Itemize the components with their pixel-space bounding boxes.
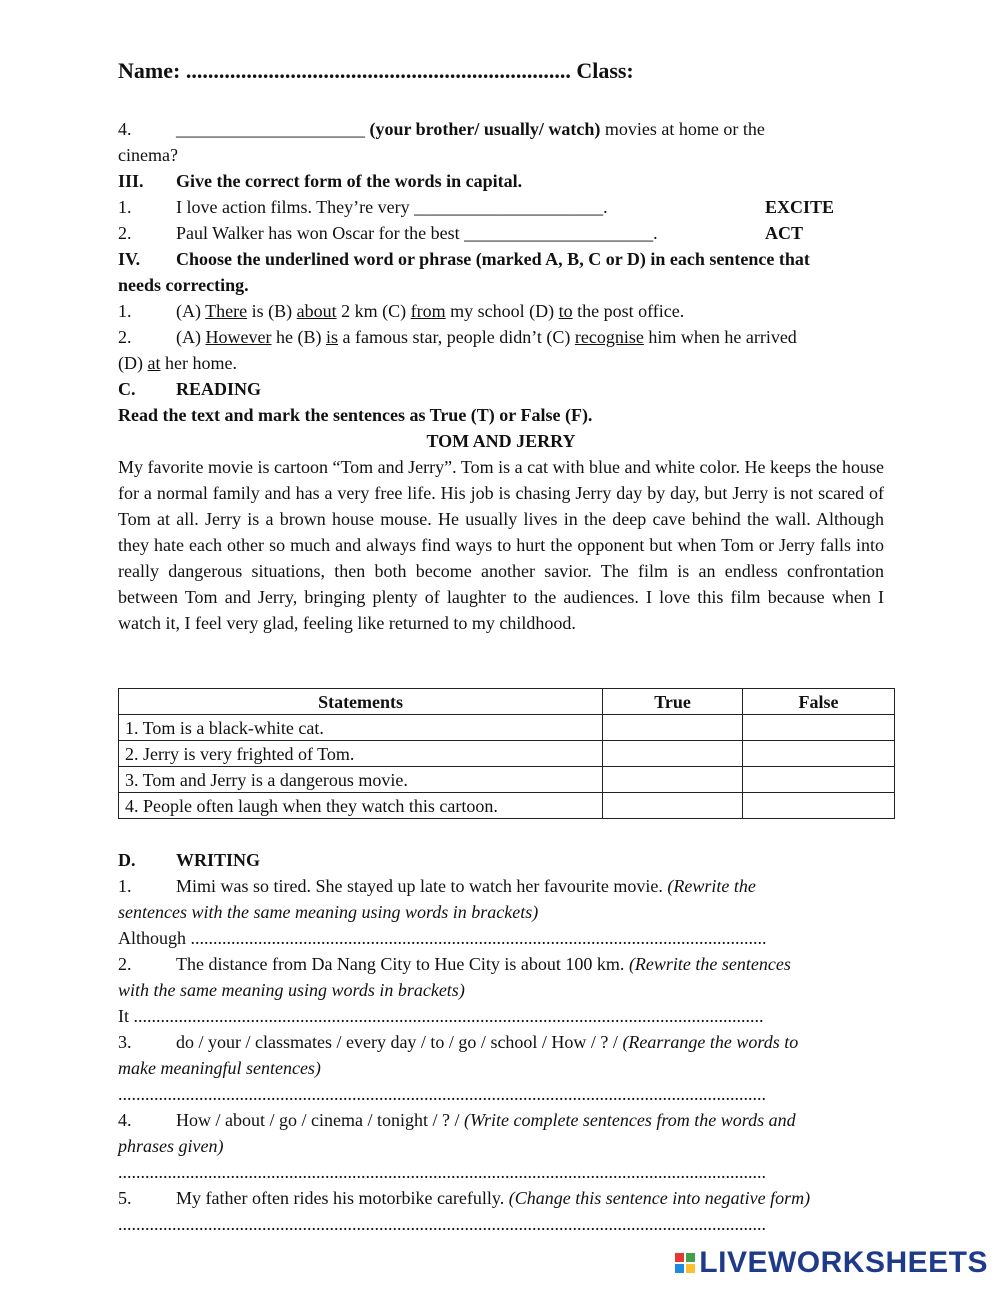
table-row <box>119 715 895 741</box>
name-class-line <box>118 58 634 84</box>
true-cell[interactable] <box>603 767 743 793</box>
question-text: movies at home or the <box>604 119 765 139</box>
option-d[interactable]: to <box>558 301 573 321</box>
section-title: READING <box>176 379 262 399</box>
question-number: 3. <box>118 1032 132 1052</box>
question-hint: (Rewrite the sentences <box>628 954 791 974</box>
class-label: Class: <box>576 58 634 83</box>
question-number: 5. <box>118 1188 132 1208</box>
writing-heading <box>118 849 260 871</box>
section-3-heading <box>118 170 522 192</box>
option-marker: is (B) <box>247 301 297 321</box>
question-text: The distance from Da Nang City to Hue City is about 100 km. <box>176 954 625 974</box>
item-text[interactable]: Paul Walker has won Oscar for the best _____________________. <box>176 223 658 243</box>
capital-word: EXCITE <box>765 197 835 217</box>
writing-q3 <box>118 1031 798 1053</box>
writing-q4-hint-cont: phrases given) <box>118 1136 224 1156</box>
question-text: How / about / go / cinema / tonight / ? / <box>176 1110 460 1130</box>
false-cell[interactable] <box>743 715 895 741</box>
section-letter: C. <box>118 379 136 399</box>
table-header-row <box>119 689 895 715</box>
prompt-words: (your brother/ usually/ watch) <box>369 119 601 139</box>
writing-q2-hint-cont: with the same meaning using words in brackets) <box>118 980 465 1000</box>
liveworksheets-logo[interactable] <box>675 1246 988 1280</box>
reading-instruction: Read the text and mark the sentences as True (T) or False (F). <box>118 405 593 425</box>
story-title: TOM AND JERRY <box>426 431 576 451</box>
question-text: Mimi was so tired. She stayed up late to watch her favourite movie. <box>176 876 663 896</box>
logo-block <box>686 1264 695 1273</box>
question-4-cont: cinema? <box>118 145 178 165</box>
question-hint: (Write complete sentences from the words and <box>463 1110 796 1130</box>
statement-cell: 3. Tom and Jerry is a dangerous movie. <box>119 767 603 793</box>
header-false: False <box>743 689 895 715</box>
section-title: WRITING <box>176 850 261 870</box>
sentence-end: her home. <box>160 353 237 373</box>
writing-q2 <box>118 953 791 975</box>
question-number: 2. <box>118 954 132 974</box>
item-number: 2. <box>118 223 132 243</box>
option-d[interactable]: at <box>147 353 161 373</box>
option-c[interactable]: from <box>410 301 446 321</box>
section-3-item-2 <box>118 222 894 244</box>
table-row <box>119 741 895 767</box>
false-cell[interactable] <box>743 741 895 767</box>
logo-block <box>686 1253 695 1262</box>
true-false-table <box>118 688 895 819</box>
question-hint: (Rearrange the words to <box>622 1032 799 1052</box>
section-title: Choose the underlined word or phrase (marked A, B, C or D) in each sentence that <box>176 249 810 269</box>
section-4-item-2-cont <box>118 352 237 374</box>
option-marker: 2 km (C) <box>336 301 411 321</box>
option-marker: (A) <box>176 301 206 321</box>
reading-passage: My favorite movie is cartoon “Tom and Jerry”. Tom is a cat with blue and white color. He keeps the house for a normal family and has a very free life. His job is chasing Jerry day by day, but Jerry is not scared of Tom at all. Jerry is a brown house mouse. He usually lives in the deep cave behind the wall. Although they hate each other so much and always find ways to hurt the opponent but when Tom or Jerry falls into really dangerous situations, then both become another savior. The film is an endless confrontation between Tom and Jerry, bringing plenty of laughter to the audiences. I love this film because when I watch it, I feel very glad, feeling like returned to my childhood. <box>118 457 884 633</box>
false-cell[interactable] <box>743 767 895 793</box>
logo-block <box>675 1264 684 1273</box>
option-c[interactable]: recognise <box>574 327 644 347</box>
section-4-heading-cont: needs correcting. <box>118 275 249 295</box>
item-text[interactable]: I love action films. They’re very _____________________. <box>176 197 608 217</box>
name-label: Name: <box>118 58 181 83</box>
section-number: IV. <box>118 249 141 269</box>
writing-q3-hint-cont: make meaningful sentences) <box>118 1058 321 1078</box>
statement-cell: 2. Jerry is very frighted of Tom. <box>119 741 603 767</box>
section-4-item-2 <box>118 326 797 348</box>
question-number: 4. <box>118 119 132 139</box>
logo-text: LIVEWORKSHEETS <box>699 1246 988 1279</box>
capital-word: ACT <box>765 223 804 243</box>
header-statements: Statements <box>119 689 603 715</box>
name-dots[interactable]: ...................................................................... <box>185 58 571 83</box>
option-marker: (A) <box>176 327 206 347</box>
option-marker: my school (D) <box>445 301 559 321</box>
writing-q5-answer[interactable]: ................................................................................................................................................ <box>118 1214 766 1234</box>
false-cell[interactable] <box>743 793 895 819</box>
writing-q3-answer[interactable]: ................................................................................................................................................ <box>118 1084 766 1104</box>
writing-q4-answer[interactable]: ................................................................................................................................................ <box>118 1162 766 1182</box>
true-cell[interactable] <box>603 715 743 741</box>
section-letter: D. <box>118 850 136 870</box>
logo-block <box>675 1253 684 1262</box>
table-row <box>119 793 895 819</box>
sentence-end: the post office. <box>572 301 685 321</box>
statement-cell: 4. People often laugh when they watch this cartoon. <box>119 793 603 819</box>
question-hint: (Rewrite the <box>667 876 756 896</box>
option-marker: he (B) <box>271 327 326 347</box>
item-number: 1. <box>118 197 132 217</box>
writing-q4 <box>118 1109 796 1131</box>
section-title: Give the correct form of the words in capital. <box>176 171 523 191</box>
statement-cell: 1. Tom is a black-white cat. <box>119 715 603 741</box>
logo-blocks-icon <box>675 1253 695 1273</box>
true-cell[interactable] <box>603 793 743 819</box>
section-4-heading <box>118 248 810 270</box>
option-marker: (D) <box>118 353 148 373</box>
true-cell[interactable] <box>603 741 743 767</box>
reading-heading <box>118 378 261 400</box>
question-number: 4. <box>118 1110 132 1130</box>
option-a[interactable]: However <box>205 327 272 347</box>
sentence-text: him when he arrived <box>643 327 797 347</box>
option-b[interactable]: about <box>296 301 337 321</box>
question-4 <box>118 118 765 140</box>
option-a[interactable]: There <box>205 301 248 321</box>
item-number: 1. <box>118 301 132 321</box>
section-3-item-1 <box>118 196 894 218</box>
writing-q1-answer[interactable]: Although ................................................................................................................................ <box>118 928 767 948</box>
table-row <box>119 767 895 793</box>
item-number: 2. <box>118 327 132 347</box>
writing-q2-answer[interactable]: It ............................................................................................................................................ <box>118 1006 764 1026</box>
question-number: 1. <box>118 876 132 896</box>
question-text: do / your / classmates / every day / to / go / school / How / ? / <box>176 1032 618 1052</box>
section-number: III. <box>118 171 144 191</box>
option-marker: a famous star, people didn’t (C) <box>337 327 575 347</box>
writing-q5 <box>118 1187 810 1209</box>
question-hint: (Change this sentence into negative form) <box>508 1188 811 1208</box>
writing-q1-hint-cont: sentences with the same meaning using words in brackets) <box>118 902 539 922</box>
option-b[interactable]: is <box>325 327 338 347</box>
section-4-item-1 <box>118 300 684 322</box>
answer-blank[interactable]: _____________________ <box>176 119 365 139</box>
question-text: My father often rides his motorbike carefully. <box>176 1188 505 1208</box>
header-true: True <box>603 689 743 715</box>
writing-q1 <box>118 875 756 897</box>
